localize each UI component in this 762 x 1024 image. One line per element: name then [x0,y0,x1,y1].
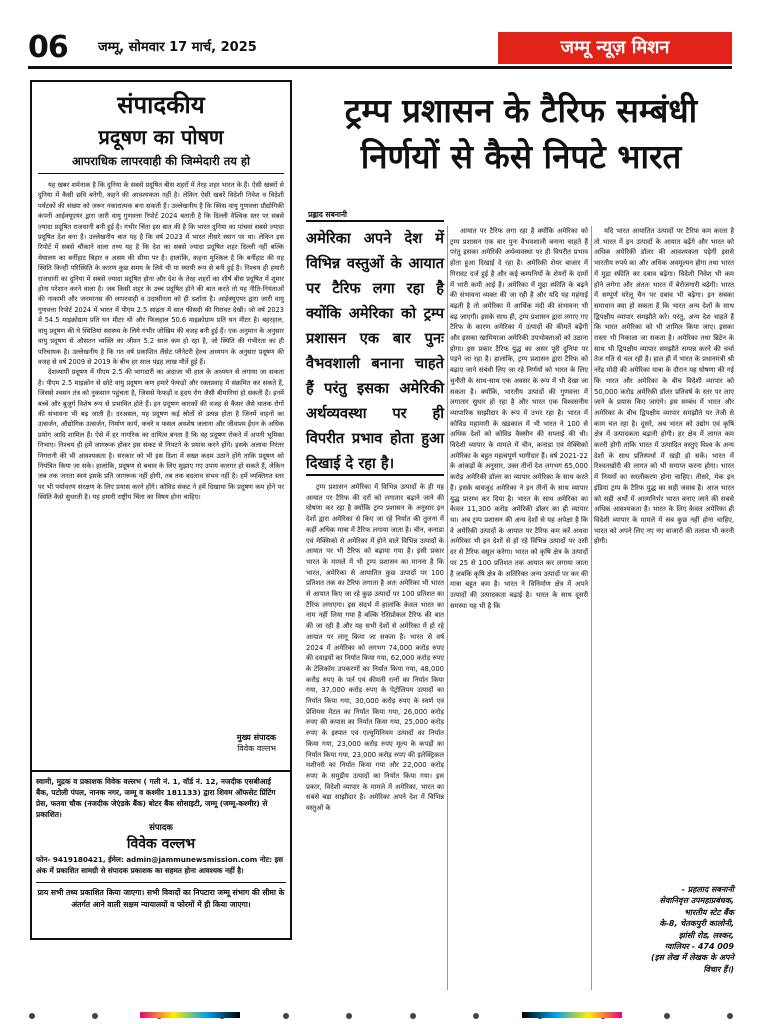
header-rule [28,66,732,69]
article-column-1 [306,482,444,992]
registration-dot [29,1013,35,1019]
author-line: भारतीय स्टेट बैंक [684,907,734,917]
masthead-brand: जम्मू न्यूज़ मिशन [498,32,732,64]
imprint-text: स्वामी, मुद्रक व प्रकाशक विवेक वल्लभ ( गली नं. 1, वॉर्ड नं. 12, नजदीक एसबीआई बैंक, पटोली पंपल, नानक नगर, जम्मू व कश्मीर 181133) द्वारा शिवम ऑफसेट प्रिंटिंग प्रेस, फतवा चौक (नजदीक जेएंडके बैंक) बोटर बैंक सोसाइटी, जम्मू (जम्मू-कश्मीर) से प्रकाशित। [36,777,276,819]
author-line: ग्वालियर - 474 009 [664,942,734,952]
author-line: सेवानिवृत्त उपमहाप्रबंधक, [659,896,734,906]
imprint-note: प्राय सभी तथ्य प्रकाशित किया जाएगा। सभी विवादों का निपटारा जम्मू संभाग की सीमा के अंतर्गत आने वाली सक्षम न्यायालयों व फोरमों में ही किया जाएगा। [36,882,286,910]
column-divider [447,226,448,990]
registration-dot [473,1013,479,1019]
editorial-signature [30,728,292,758]
registration-dot [92,1013,98,1019]
author-line: के-8, चेतकपुरी कालोनी, [659,919,734,929]
editorial-paragraph: देशव्यापी प्रदूषण में पीएम 2.5 की भागदारी का अंदाजा भी हाल के अध्ययन से लगाया जा सकता है। पीएम 2.5 माइक्रोन से छोटे वायु प्रदूषण कण हमारे फेफड़ों और रक्तप्रवाह में संक्रमित कर सकते हैं, जिससे श्वसन तंत्र को नुकसान पहुंचता है, जिससे फेफड़ों व हृदय रोग जैसी बीमारियां हो सकती हैं। इनमें बच्चे और बुजुर्ग विशेष रूप से प्रभावित होते हैं। इन प्रदूषण कारकों की वजह से कैंसर जैसे घातक रोगों की संभावना भी बढ़ जाती है। दरअसल, यह प्रदूषण कई स्रोतों से उत्पन्न होता है जिनमें वाहनों का उत्सर्जन, औद्योगिक उत्सर्जन, निर्माण कार्य, कचरे व फसल अवशेष जलाना और जीवाश्म ईंधन के अधिक प्रयोग आदि शामिल हैं। ऐसे में हर नागरिक का दायित्व बनता है कि वह प्रदूषण रोकने में अपनी भूमिका निभाए। निश्चय ही हमें जागरूक होकर इस संकट से निपटने के प्रयास करने होंगे। इसके अलावा निरंतर निगरानी की भी आवश्यकता है। सरकार को भी इस दिशा में सख्त कदम उठाने होंगे ताकि प्रदूषण को नियंत्रित किया जा सके। हालांकि, प्रदूषण से बचाव के लिए सुझाए गए उपाय कारगर हो सकते हैं, लेकिन जब तक जनता स्वयं इसके प्रति जागरूक नहीं होगी, तब तक बदलाव संभव नहीं है। हमें व्यक्तिगत स्तर पर भी पर्यावरण संरक्षण के लिए प्रयास करने होंगे। कोविड संकट ने हमें दिखाया कि प्रदूषण कम होने पर स्थिति कैसे सुधरती है। यह हमारी राष्ट्रीय चिंता का विषय होना चाहिए। [38,368,284,502]
registration-dot [727,1013,733,1019]
article-byline: प्रह्लाद सबनानी [308,210,347,219]
article-column-2 [450,226,588,994]
color-bar [522,1012,622,1018]
article-text: आयात पर टैरिफ लगा रहा है क्योंकि अमेरिका को ट्रम्प प्रशासन एक बार पुनः वैभवशाली बनाना चाहते हैं परंतु इसका अमेरिकी अर्थव्यवस्था पर ही विपरीत प्रभाव होता हुआ दिखाई दे रहा है। अमेरिकी शेयर बाजार में गिरावट दर्ज हुई है और कई कम्पनियों के शेयरों के दामों में भारी कमी आई है। अमेरिका में मुद्रा स्फीति के बढ़ने की संभावना व्यक्त की जा रही है और यदि यह महंगाई बढ़ती है तो अमेरिका में आर्थिक मंदी की संभावना भी बढ़ जाएगी। इसके साथ ही, ट्रम्प प्रशासन द्वारा लगाए गए टैरिफ के कारण अमेरिका में उत्पादों की कीमतें बढ़ेंगी और इसका खामियाजा अमेरिकी उपभोक्ताओं को उठाना होगा। इस प्रकार टैरिफ युद्ध का असर पूरी दुनिया पर पड़ने जा रहा है। हालांकि, ट्रम्प प्रशासन द्वारा टैरिफ को बढ़ाए जाने संबंधी लिए जा रहे निर्णयों को भारत के लिए चुनौती के साथ-साथ एक अवसर के रूप में भी देखा जा सकता है। क्योंकि, भारतीय उत्पादों की गुणवत्ता में लगातार सुधार हो रहा है और भारत एक विश्वसनीय व्यापारिक साझीदार के रूप में उभर रहा है। भारत में कोविड महामारी के खंडकाल में भी भारत ने 100 से अधिक देशों को कोविड वैक्सीन की सप्लाई की थी। विदेशी व्यापार के मामले में चीन, कनाडा एवं मेक्सिको अमेरिका के बहुत महत्वपूर्ण भागीदार हैं। वर्ष 2021-22 के आंकड़ों के अनुसार, उक्त तीनों देश लगभग 65,000 करोड़ अमेरिकी डॉलर का व्यापार अमेरिका के साथ करते हैं। इसके बावजूद अमेरिका ने इन तीनों के साथ व्यापार युद्ध प्रारम्भ कर दिया है। भारत के साथ अमेरिका का केवल 11,300 करोड़ अमेरिकी डॉलर का ही व्यापार था। अब ट्रम्प प्रशासन की अन्य देशों से यह अपेक्षा है कि वे अमेरिकी उत्पादों के आयात पर टैरिफ कम करें अथवा अमेरिका भी इन देशों से हो रहे विभिन्न उत्पादों पर उसी दर से टैरिफ वसूल करेगा। भारत को कृषि क्षेत्र के उत्पादों पर 25 से 100 प्रतिशत तक आयात कर लगाया जाता है जबकि कृषि क्षेत्र के अतिरिक्त अन्य उत्पादों पर कर की मात्रा बहुत कम है। भारत ने विनिर्माण क्षेत्र में अपने उत्पादों की उत्पादकता बढ़ाई है। भारत के साथ दूसरी समस्या यह भी है कि [450,227,588,610]
column-divider [591,226,592,990]
imprint-role: संपादक [149,823,173,833]
editorial-sign-role: मुख्य संपादक [236,733,276,742]
pullquote: अमेरिका अपने देश में विभिन्न वस्तुओं के आयात पर टैरिफ लगा रहा है क्योंकि अमेरिका को ट्रम्प प्रशासन एक बार पुनः वैभवशाली बनाना चाहते हैं परंतु इसका अमेरिकी अर्थव्यवस्था पर ही विपरीत प्रभाव होता हुआ दिखाई दे रहा है। [306,230,444,472]
article-headline: ट्रम्प प्रशासन के टैरिफ सम्बंधी निर्णयों से कैसे निपटे भारत [344,91,698,176]
article-text: ट्रम्प प्रशासन अमेरिका में विभिन्न उत्पादों के ही यह आयात पर टैरिफ की दरों को लगातार बढ़ाने जाने की घोषणा कर रहा है क्योंकि ट्रम्प प्रशासन के अनुसार इन देशों द्वारा अमेरिका से किए जा रहे निर्यात की तुलना में कहीं अधिक मात्रा में टैरिफ लगाया जाता है। चीन, कनाडा एवं मेक्सिको से अमेरिका में होने वाले विभिन्न उत्पादों के आयात पर भी टैरिफ को बढ़ाया गया है। इसी प्रकार भारत के मामले में भी ट्रम्प प्रशासन का मानना है कि भारत, अमेरिका से आयातित कुछ उत्पादों पर 100 प्रतिशत तक का टैरिफ लगाता है अतः अमेरिका भी भारत से आयात किए जा रहे कुछ उत्पादों पर 100 प्रतिशत का टैरिफ लगाएगा। इस संदर्भ में हालांकि केवल भारत का नाम नहीं लिया गया है बल्कि रेसिप्रोकल टैरिफ की बात की जा रही है और यह सभी देशों से अमेरिका में हो रहे आयात पर लागू किया जा सकता है। भारत से वर्ष 2024 में अमेरिका को लगभग 74,000 करोड़ रुपए की दवाइयों का निर्यात किया गया, 62,000 करोड़ रुपए के टेलिकॉम उपकरणों का निर्यात किया गया, 48,000 करोड़ रुपए के पर्ल एवं कीमती रत्नों का निर्यात किया गया, 37,000 करोड़ रुपए के पेट्रोलियम उत्पादों का निर्यात किया गया, 30,000 करोड़ रुपए के स्वर्ण एवं प्रेशियस मेटल का निर्यात किया गया, 26,000 करोड़ रुपए की कपास का निर्यात किया गया, 25,000 करोड़ रुपए के इस्पात एवं एल्यूमिनियम उत्पादों का निर्यात किया गया, 23,000 करोड़ रुपए मूल्य के कपड़ों का निर्यात किया गया, 23,000 करोड़ रुपए की इलेक्ट्रिकल मशीनरी का निर्यात किया गया और 22,000 करोड़ रुपए के समुद्रीय उत्पादों का निर्यात किया गया। इस प्रकार, विदेशी व्यापार के मामले में अमेरिका, भारत का सबसे बड़ा साझीदार है। अमेरिका अपने देश में विभिन्न वस्तुओं के [306,483,444,813]
imprint-box [30,770,292,914]
registration-dot [410,1013,416,1019]
article-column-3 [594,226,734,882]
editorial-title: प्रदूषण का पोषण [98,125,224,149]
editorial-body [32,174,290,503]
author-block [594,884,734,975]
page-number: 06 [28,30,68,65]
editorial-sign-name: विवेक वल्लभ [237,744,276,753]
color-bar [140,1012,240,1018]
registration-strip [0,1008,762,1024]
editorial-label: संपादकीय [117,91,205,119]
pullquote-box [306,220,444,476]
author-line: (इस लेख में लेखक के अपने [650,953,734,963]
date-line: जम्मू, सोमवार 17 मार्च, 2025 [98,40,257,55]
author-line: झांसी रोड, लश्कर, [678,930,734,940]
registration-dot [346,1013,352,1019]
article-text: यदि भारत आयातित उत्पादों पर टैरिफ कम करता है तो भारत में इन उत्पादों के आयात बढ़ेंगे और भारत को अधिक अमेरिकी डॉलर की आवश्यकता पड़ेगी इससे भारतीय रुपये का और अधिक अवमूल्यन होगा तथा भारत में मुद्रा स्फीति का दबाव बढ़ेगा। विदेशी निवेश भी कम होने लगेगा और अंततः भारत में बेरोजगारी बढ़ेगी। भारत में सम्पूर्ण घरेलू चैन पर दबाव भी बढ़ेगा। इन सबका समाधान क्या हो सकता है कि भारत अन्य देशों के साथ द्विपक्षीय व्यापार समझौते करे। परंतु, अन्य देश चाहते हैं कि भारत अमेरिका को भी शामिल किया जाए। इसका रास्ता भी निकाला जा सकता है। अमेरिका तथा ब्रिटेन के साथ भी द्विपक्षीय व्यापार समझौते सम्पन्न करने की चर्चा तेज गति से चल रही है। हाल ही में भारत के प्रधानमंत्री श्री नरेंद्र मोदी की अमेरिका यात्रा के दौरान यह घोषणा की गई कि भारत और अमेरिका के बीच विदेशी व्यापार को 50,000 करोड़ अमेरिकी डॉलर प्रतिवर्ष के स्तर पर लाए जाने के प्रयास किए जाएंगे। इस सम्बंध में भारत और अमेरिका के बीच द्विपक्षीय व्यापार समझौते पर तेजी से काम चल रहा है। दूसरे, अब भारत को उद्योग एवं कृषि क्षेत्र में उत्पादकता बढ़ानी होगी। हर क्षेत्र में लागत कम करनी होगी ताकि भारत में उत्पादित वस्तुएं विश्व के अन्य देशों के साथ प्रतिस्पर्धा में खड़ी हो सकें। भारत में रिश्वतखोरी की लागत को भी समाप्त करना होगा। भारत में नियमों का सरलीकरण होना चाहिए। तीसरे, मेक इन इंडिया ट्रम्प के टैरिफ युद्ध का सही जवाब है। आज भारत को सही अर्थों में आत्मनिर्भर भारत बनाए जाने की सबसे अधिक आवश्यकता है। भारत के लिए केवल अमेरिका ही विदेशी व्यापार के मामले में सब कुछ नहीं होना चाहिए, भारत को अपने लिए नए नए बाजारों की तलाश भी करनी होगी। [594,227,734,546]
imprint-name: विवेक वल्लभ [126,836,196,852]
registration-dot [283,1013,289,1019]
editorial-subtitle: आपराधिक लापरवाही की जिम्मेदारी तय हो [38,154,284,174]
editorial-paragraph: यह खबर शर्मनाक है कि दुनिया के सबसे प्रदूषित बीस शहरों में तेरह शहर भारत के हैं। ऐसी खबरों से दुनिया में कैसी छवि बनेगी, कहने की आवश्यकता नहीं है। लेकिन ऐसी खबरें विदेशी निवेश व विदेशी पर्यटकों की संख्या को जरूर नकारात्मक बना सकती हैं। उल्लेखनीय है कि स्विस वायु गुणवत्ता प्रौद्योगिकी कंपनी आईक्यूएयर द्वारा जारी वायु गुणवत्ता रिपोर्ट 2024 बताती है कि दिल्ली वैश्विक स्तर पर सबसे ज्यादा प्रदूषित राजधानी बनी हुई है। गंभीर चिंता इस बात की है कि भारत दुनिया का पांचवां सबसे ज्यादा प्रदूषित देश बना है। उल्लेखनीय बात यह है कि वर्ष 2023 में भारत तीसरे स्थान पर था। लेकिन इस रिपोर्ट में सबसे चौंकाने वाला तथ्य यह है कि देश का सबसे ज्यादा प्रदूषित शहर दिल्ली नहीं बल्कि मेघालय का बर्नीहाट बिहार व असम की सीमा पर है। हालांकि, कहना मुश्किल है कि बर्नीहाट की यह स्थिति किन्हीं परिस्थिति के कारण कुछ समय के लिये थी या स्थायी रूप से बनी हुई है। निश्चय ही हमारी राजधानी का दुनिया में सबसे ज्यादा प्रदूषित होना और देश के तेरह शहरों का शीर्ष बीस प्रदूषित में शुमार होना परेशान करने वाला है। जब किसी शहर के उच्च प्रदूषित होने की बात करते तो यह नीति-नियंताओं की नाकामी और जनमानस की लापरवाही व उदासीनता को ही दर्शाता है। आईक्यूएयर द्वारा जारी वायु गुणवत्ता रिपोर्ट 2024 में भारत में पीएम 2.5 सांद्रता में सात फीसदी की गिरावट देखी। जो वर्ष 2023 में 54.5 माइक्रोग्राम प्रति घन मीटर थी और फिलहाल 50.6 माइक्रोग्राम प्रति घन मीटर है। बहरहाल, वायु प्रदूषण की ये स्थितियां स्वास्थ्य के लिये गंभीर जोखिम की वजह बनी हुई हैं। एक अनुमान के अनुसार वायु प्रदूषण से औसतन व्यक्ति का जीवन 5.2 साल कम हो रहा है, जो स्थिति की गंभीरता का ही परिचायक है। उल्लेखनीय है कि गत वर्ष प्रकाशित लैंसेट प्लैनेटरी हेल्थ अध्ययन के अनुसार प्रदूषण की वजह से वर्ष 2009 से 2019 के बीच हर साल पंद्रह लाख मौतें हुई हैं। [38,181,284,366]
page-header [0,0,762,72]
author-line: विचार हैं।) [703,964,734,974]
registration-dot [664,1013,670,1019]
author-line: - प्रहलाद सबनानी [681,885,734,894]
imprint-contact: फोन- 9419180421, ईमेल: admin@jammunewsmission.com नोट: इस अंक में प्रकाशित सामग्री से संपादक प्रकाशक का सहमत होना आवश्यक नहीं है। [36,855,283,875]
